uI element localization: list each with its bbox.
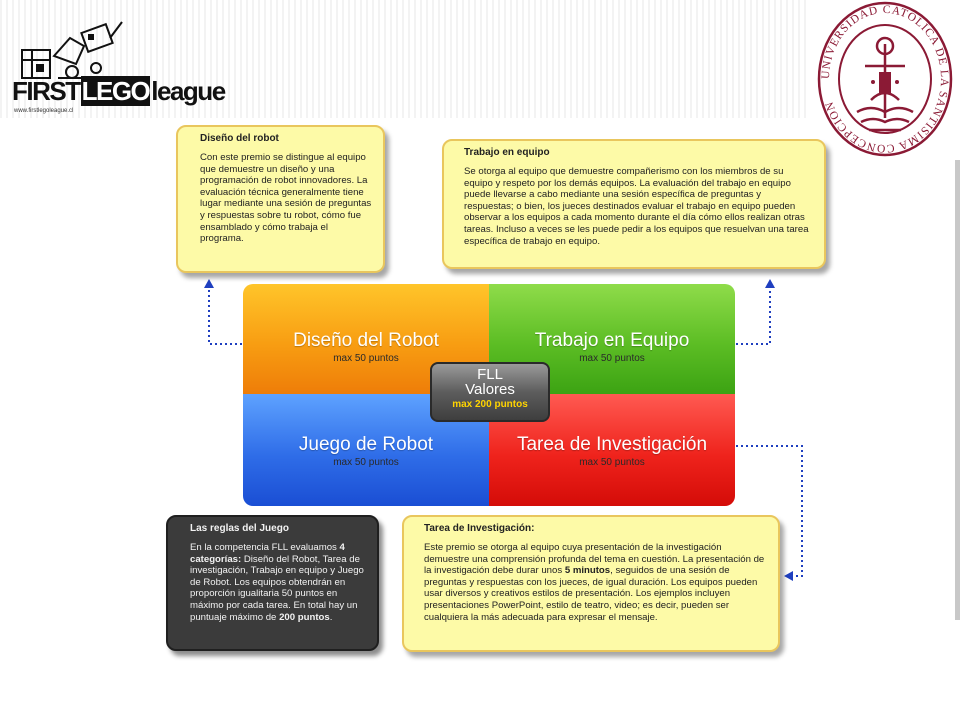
- arrow-head-trabajo: [765, 279, 775, 288]
- robot-design-title: Diseño del Robot: [293, 330, 439, 351]
- reglas-text-3: .: [329, 611, 333, 623]
- reglas-box-text: [190, 542, 367, 623]
- logo-first: FIRST: [12, 76, 80, 106]
- logo-league: league: [151, 76, 225, 106]
- teamwork-title: Trabajo en Equipo: [534, 330, 690, 351]
- diseno-robot-info-box: [176, 125, 385, 273]
- investigacion-info-box: [402, 515, 780, 652]
- robot-game-points: max 50 puntos: [333, 457, 399, 468]
- center-points: max 200 puntos: [452, 399, 528, 410]
- seal-text: UNIVERSIDAD CATOLICA DE LA SANTISIMA CONCEPCION: [819, 3, 951, 155]
- connector-trabajo: [736, 286, 770, 344]
- research-title: Tarea de Investigación: [516, 434, 708, 455]
- logo-url: www.firstlegoleague.cl: [14, 108, 74, 114]
- investigacion-text-bold: 5 minutos: [564, 565, 611, 577]
- research-points: max 50 puntos: [579, 457, 645, 468]
- investigacion-text-2: , seguidos de una sesión de preguntas y respuestas con los jueces, de igual duración. Los equipos pueden usar diversos y creativos estilos de presentación. Los ejemplos incluyen presentaciones PowerPoint, estilo de teatro, video; es decir, pueden ser cualquiera la más adecuada para expresar el mensaje.: [424, 565, 758, 623]
- reglas-text-2: Diseño del Robot, Tarea de investigación, Trabajo en equipo y Juego de Robot. Los equipos obtendrán en proporción igualitaria 50 puntos en máximo por cada tarea. En total hay un puntuaje máximo de: [190, 553, 364, 623]
- reglas-juego-info-box: [166, 515, 379, 651]
- trabajo-box-text: Se otorga al equipo que demuestre compañerismo con los miembros de su equipo y respeto por los demás equipos. La evaluación del trabajo en equipo puede llevarse a cabo mediante una sesión específica de preguntas y respuestas; o bien, los jueces destinados evaluar el trabajo en equipo pueden observar a los equipos a cada momento durante el día cómo ellos realizan otras tareas. Incluso a veces se les puede pedir a los equipos que resuelvan una tarea específica de trabajo en equipo.: [464, 166, 809, 247]
- investigacion-box-text: [424, 542, 766, 623]
- center-line2: Valores: [465, 381, 515, 398]
- arrow-head-diseno: [204, 279, 214, 288]
- trabajo-box-title: Trabajo en equipo: [464, 147, 550, 158]
- logo-lego: LEGO: [81, 76, 150, 106]
- reglas-text-bold-2: 200 puntos: [279, 611, 330, 623]
- reglas-box-title: Las reglas del Juego: [190, 523, 289, 534]
- connector-diseno: [209, 286, 242, 344]
- robot-game-title: Juego de Robot: [298, 434, 434, 455]
- reglas-text-bold-1: 4 categorías:: [190, 542, 345, 565]
- arrow-head-investigacion: [784, 571, 793, 581]
- fll-values-badge: [430, 362, 550, 422]
- reglas-text-1: En la competencia FLL evaluamos: [190, 542, 340, 553]
- investigacion-box-title: Tarea de Investigación:: [424, 523, 535, 534]
- trabajo-equipo-info-box: [442, 139, 826, 269]
- diseno-box-title: Diseño del robot: [200, 133, 279, 144]
- investigacion-text-1: Este premio se otorga al equipo cuya presentación de la investigación demuestre una comprensión profunda del tema en cuestión. La presentación de la investigación debe durar unos: [424, 542, 765, 577]
- center-line1: FLL: [477, 366, 503, 383]
- robot-design-points: max 50 puntos: [333, 353, 399, 364]
- diseno-box-text: Con este premio se distingue al equipo que demuestre un diseño y una programación de robot innovadores. La evaluación técnica generalmente tiene lugar mediante una sesión de preguntas y respuestas sobre tu robot, cómo fue ensamblado y cómo trabaja el programa.: [200, 152, 372, 245]
- teamwork-points: max 50 puntos: [579, 353, 645, 364]
